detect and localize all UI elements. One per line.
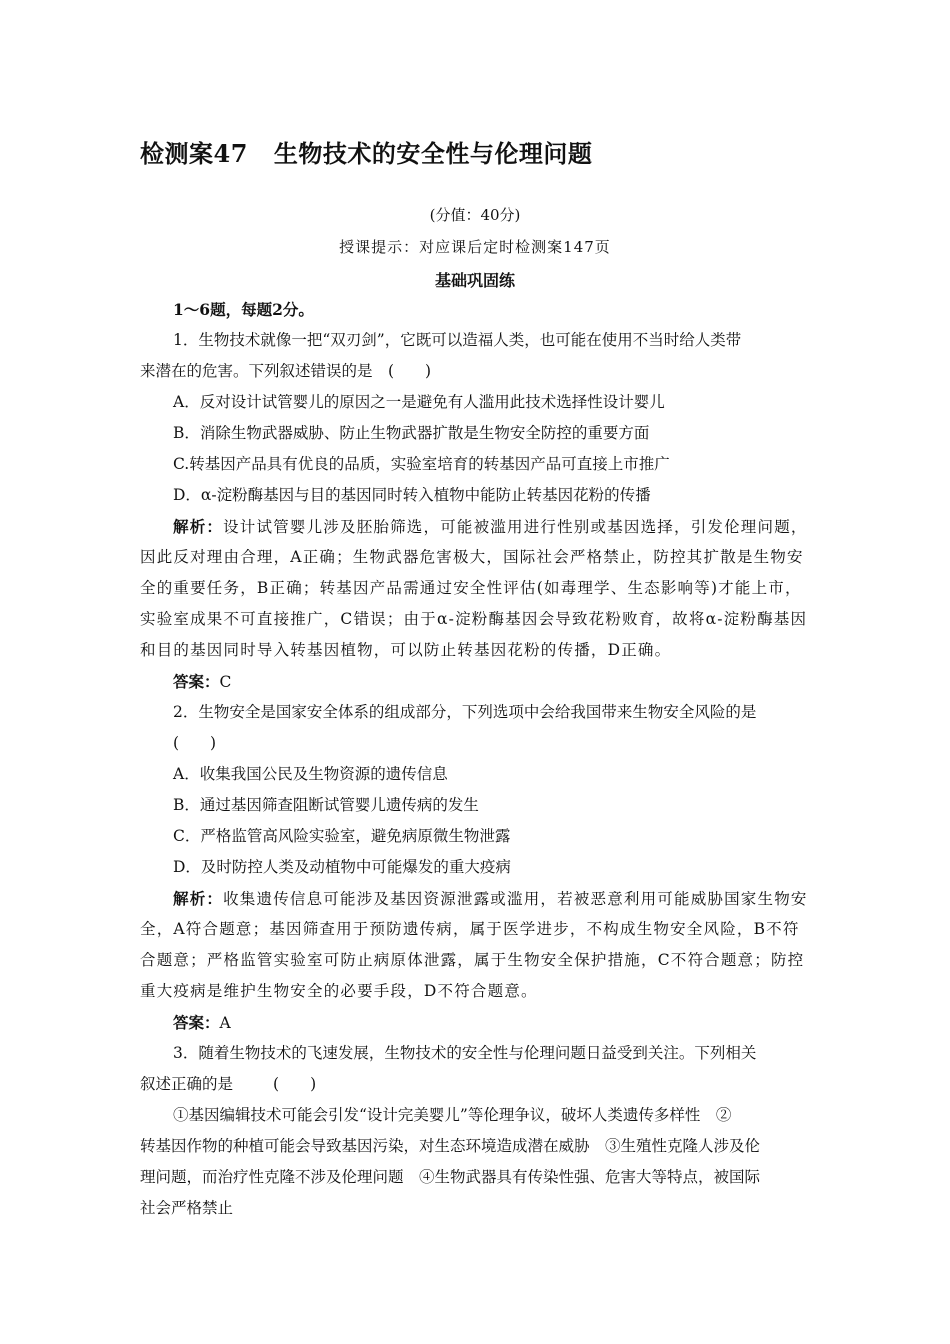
q1-explanation-line4: 实验室成果不可直接推广，C错误；由于α-淀粉酶基因会导致花粉败育，故将α-淀粉酶基因 <box>140 610 808 628</box>
title-text: 生物技术的安全性与伦理问题 <box>273 139 593 168</box>
q2-stem-line2: ( ) <box>173 734 217 752</box>
q2-option-c: C．严格监管高风险实验室，避免病原微生物泄露 <box>173 827 511 845</box>
document-body <box>140 294 810 1224</box>
q1-option-a: A．反对设计试管婴儿的原因之一是避免有人滥用此技术选择性设计婴儿 <box>173 393 665 411</box>
q2-option-a: A．收集我国公民及生物资源的遗传信息 <box>173 765 448 783</box>
title-number: 检测案47 <box>140 139 248 168</box>
q2-option-d: D．及时防控人类及动植物中可能爆发的重大疫病 <box>173 858 511 876</box>
q3-statements-line2: 转基因作物的种植可能会导致基因污染，对生态环境造成潜在威胁 ③生殖性克隆人涉及伦 <box>140 1137 761 1155</box>
q1-explanation-label: 解析： <box>173 517 224 536</box>
q2-option-b: B．通过基因筛查阻断试管婴儿遗传病的发生 <box>173 796 479 814</box>
q1-explanation-line3: 全的重要任务，B正确；转基因产品需通过安全性评估(如毒理学、生态影响等)才能上市， <box>140 579 802 597</box>
page-title <box>140 134 810 169</box>
q3-statements-line3: 理问题，而治疗性克隆不涉及伦理问题 ④生物武器具有传染性强、危害大等特点，被国际 <box>140 1168 761 1186</box>
q2-answer-value: A <box>219 1014 231 1032</box>
q1-answer-label: 答案： <box>173 672 220 691</box>
teaching-hint: 授课提示：对应课后定时检测案147页 <box>339 238 611 256</box>
q2-explanation-line4: 重大疫病是维护生物安全的必要手段，D不符合题意。 <box>140 982 538 1000</box>
q1-option-d: D．α-淀粉酶基因与目的基因同时转入植物中能防止转基因花粉的传播 <box>173 486 651 504</box>
q2-explanation-line2: 全，A符合题意；基因筛查用于预防遗传病，属于医学进步，不构成生物安全风险，B不符 <box>140 920 800 938</box>
q1-stem-line2: 来潜在的危害。下列叙述错误的是 ( ) <box>140 362 432 380</box>
q2-answer-label: 答案： <box>173 1013 220 1032</box>
score-info: (分值：40分) <box>429 206 521 224</box>
q1-option-b: B．消除生物武器威胁、防止生物武器扩散是生物安全防控的重要方面 <box>173 424 650 442</box>
q3-statements-line4: 社会严格禁止 <box>140 1199 234 1217</box>
q1-answer-value: C <box>219 673 232 691</box>
section-heading: 基础巩固练 <box>434 271 515 290</box>
q1-explanation-text1: 设计试管婴儿涉及胚胎筛选，可能被滥用进行性别或基因选择，引发伦理问题， <box>223 518 808 536</box>
q2-explanation-line1 <box>140 883 810 914</box>
q1-explanation-line5: 和目的基因同时导入转基因植物，可以防止转基因花粉的传播，D正确。 <box>140 641 672 659</box>
question-intro: 1～6题，每题2分。 <box>173 300 314 319</box>
q1-answer <box>140 666 810 697</box>
q3-statements-line1: ①基因编辑技术可能会引发“设计完美婴儿”等伦理争议，破坏人类遗传多样性 ② <box>173 1106 732 1124</box>
q3-stem-line2 <box>140 1069 810 1100</box>
q1-explanation-line1 <box>140 511 810 542</box>
q2-explanation-line3: 合题意；严格监管实验室可防止病原体泄露，属于生物安全保护措施，C不符合题意；防控 <box>140 951 805 969</box>
q3-stem-text: 叙述正确的是 <box>140 1075 234 1093</box>
q3-stem-blank: ( ) <box>273 1075 317 1093</box>
q1-explanation-line2: 因此反对理由合理，A正确；生物武器危害极大，国际社会严格禁止，防控其扩散是生物安 <box>140 548 804 566</box>
q1-stem-line1: 1．生物技术就像一把“双刃剑”，它既可以造福人类，也可能在使用不当时给人类带 <box>173 331 742 349</box>
q1-option-c: C.转基因产品具有优良的品质，实验室培育的转基因产品可直接上市推广 <box>173 455 670 473</box>
q2-answer <box>140 1007 810 1038</box>
q3-stem-line1: 3．随着生物技术的飞速发展，生物技术的安全性与伦理问题日益受到关注。下列相关 <box>173 1044 757 1062</box>
q2-explanation-label: 解析： <box>173 889 224 908</box>
q2-stem-line1: 2．生物安全是国家安全体系的组成部分，下列选项中会给我国带来生物安全风险的是 <box>173 703 757 721</box>
q2-explanation-text1: 收集遗传信息可能涉及基因资源泄露或滥用，若被恶意利用可能威胁国家生物安 <box>223 890 808 908</box>
